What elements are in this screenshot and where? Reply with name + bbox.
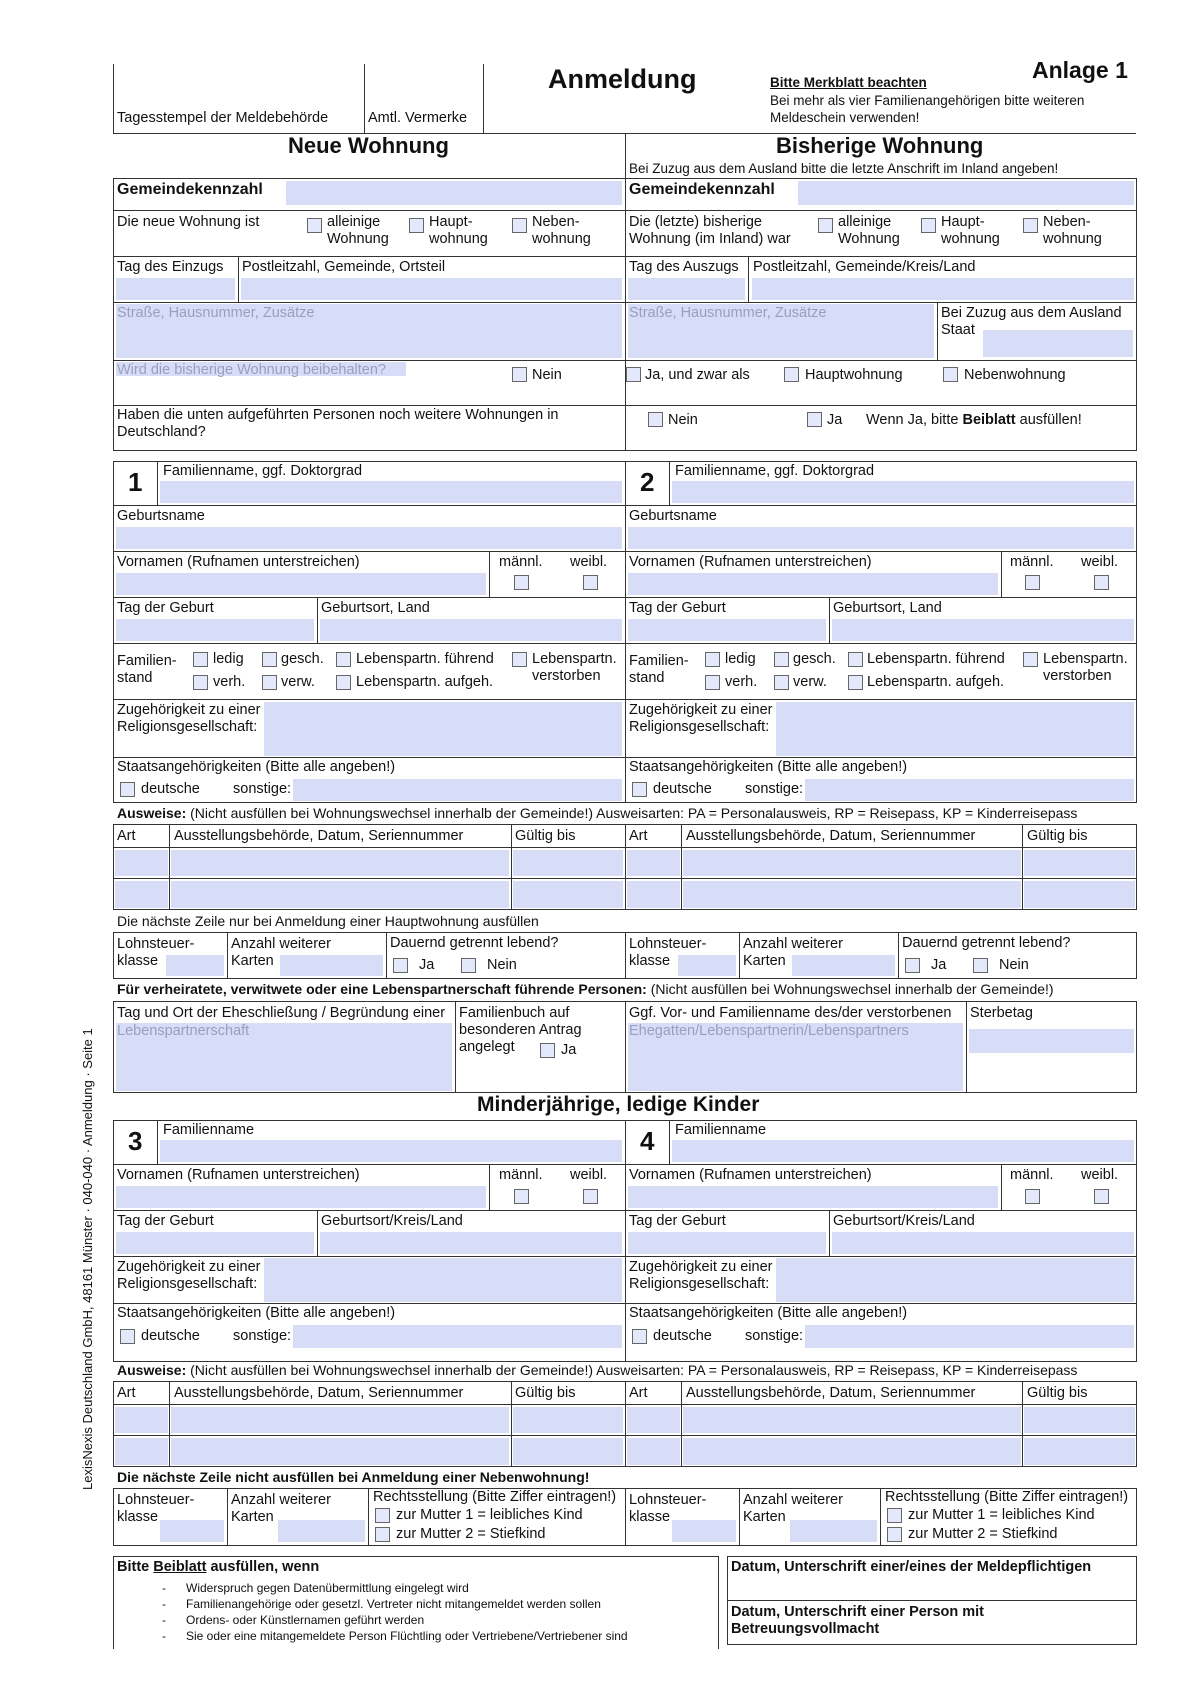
- n4-mutter1-label: zur Mutter 1 = leibliches Kind: [908, 1507, 1095, 1523]
- person-2-number: 2: [640, 467, 655, 497]
- h2-nein-label: Nein: [999, 957, 1029, 973]
- p1-verh-checkbox[interactable]: [193, 675, 208, 690]
- familienbuch-ja-checkbox[interactable]: [540, 1043, 555, 1058]
- p2-lp-fuehrend-checkbox[interactable]: [848, 652, 863, 667]
- p2-lp-verst-checkbox[interactable]: [1023, 652, 1038, 667]
- n3-mutter2-checkbox[interactable]: [375, 1527, 390, 1542]
- eheschliessung-label: Tag und Ort der Eheschließung / Begründung einer: [117, 1005, 446, 1021]
- h1-ja-label: Ja: [419, 957, 435, 973]
- new-gemeinde-label: Gemeindekennzahl: [117, 181, 263, 198]
- a2-art-input-2[interactable]: [627, 881, 680, 908]
- beibehalten-label: Wird die bisherige Wohnung beibehalten?: [117, 362, 386, 378]
- familienbuch-label: Familienbuch auf besonderen Antrag angelegt: [459, 1005, 582, 1055]
- p2-weibl-label: weibl.: [1081, 554, 1119, 570]
- h1-lohnsteuer-label: Lohnsteuer- klasse: [117, 936, 195, 969]
- person-3-number: 3: [128, 1126, 143, 1156]
- p1-geburtsort-label: Geburtsort, Land: [321, 600, 430, 616]
- a1-gueltig-input-2[interactable]: [513, 881, 623, 908]
- a1-art-header: Art: [117, 828, 136, 844]
- old-war-label: Die (letzte) bisherige Wohnung (im Inland) war: [629, 214, 791, 247]
- p1-lp-fuehrend-label: Lebenspartn. führend: [356, 651, 494, 667]
- h2-karten-input[interactable]: [792, 955, 895, 976]
- n4-karten-label: Anzahl weiterer Karten: [743, 1492, 843, 1525]
- p2-geburt-label: Tag der Geburt: [629, 600, 726, 616]
- old-haupt-label: Haupt- wohnung: [941, 214, 1000, 247]
- p1-ledig-checkbox[interactable]: [193, 652, 208, 667]
- a2-behoerde-input-2[interactable]: [683, 881, 1021, 908]
- p1-lp-aufgeh-checkbox[interactable]: [336, 675, 351, 690]
- p1-ledig-label: ledig: [213, 651, 244, 667]
- old-flat-title: Bisherige Wohnung: [776, 133, 984, 158]
- p2-deutsche-checkbox[interactable]: [632, 782, 647, 797]
- p4-sonstige-label: sonstige:: [745, 1328, 804, 1344]
- beiblatt-item: - Sie oder eine mitangemeldete Person Flüchtling oder Vertriebene/Vertriebener sind: [162, 1628, 712, 1644]
- n3-karten-input[interactable]: [278, 1520, 365, 1542]
- a1-gueltig-header: Gültig bis: [515, 828, 576, 844]
- familienbuch-ja-label: Ja: [561, 1042, 577, 1058]
- a1-behoerde-input-2[interactable]: [171, 881, 509, 908]
- p3-vornamen-input[interactable]: [116, 1186, 486, 1208]
- new-gemeinde-input[interactable]: [286, 181, 622, 205]
- n3-mutter2-label: zur Mutter 2 = Stiefkind: [396, 1526, 546, 1542]
- p1-weibl-checkbox[interactable]: [583, 575, 598, 590]
- p2-ledig-label: ledig: [725, 651, 756, 667]
- p1-sonstige-input[interactable]: [293, 779, 622, 801]
- verstorben-label-2: Ehegatten/Lebenspartnerin/Lebenspartners: [629, 1023, 909, 1039]
- beibehalten-neben-checkbox[interactable]: [943, 367, 958, 382]
- h1-lohnsteuer-input[interactable]: [166, 955, 224, 976]
- a1-art-input-2[interactable]: [115, 881, 168, 908]
- p2-maennl-label: männl.: [1010, 554, 1054, 570]
- n3-karten-label: Anzahl weiterer Karten: [231, 1492, 331, 1525]
- a2-behoerde-header: Ausstellungsbehörde, Datum, Seriennummer: [686, 828, 976, 844]
- p3-religion-label: Zugehörigkeit zu einer Religionsgesellschaft:: [117, 1259, 261, 1292]
- p1-maennl-checkbox[interactable]: [514, 575, 529, 590]
- a1-art-input-1[interactable]: [115, 850, 168, 876]
- a2-gueltig-input-1[interactable]: [1024, 850, 1135, 876]
- sterbetag-input[interactable]: [969, 1029, 1134, 1053]
- p2-familienname-input[interactable]: [672, 481, 1134, 503]
- beiblatt-item: - Widerspruch gegen Datenübermittlung eingelegt wird: [162, 1580, 712, 1596]
- p2-vornamen-input[interactable]: [628, 573, 998, 595]
- h1-nein-checkbox[interactable]: [461, 958, 476, 973]
- person-4-number: 4: [640, 1126, 655, 1156]
- signature-1-label: Datum, Unterschrift einer/eines der Meldepflichtigen: [731, 1559, 1092, 1575]
- a4-art-header: Art: [629, 1385, 648, 1401]
- a4-gueltig-input-1[interactable]: [1024, 1407, 1135, 1433]
- p2-lp-aufgeh-checkbox[interactable]: [848, 675, 863, 690]
- p2-verw-label: verw.: [793, 674, 827, 690]
- new-haupt-label: Haupt- wohnung: [429, 214, 488, 247]
- h2-karten-label: Anzahl weiterer Karten: [743, 936, 843, 969]
- p3-familienname-input[interactable]: [160, 1140, 622, 1162]
- p1-staats-label: Staatsangehörigkeiten (Bitte alle angeben!): [117, 759, 396, 775]
- p3-deutsche-label: deutsche: [141, 1328, 200, 1344]
- n4-mutter2-checkbox[interactable]: [887, 1527, 902, 1542]
- p1-maennl-label: männl.: [499, 554, 543, 570]
- p2-geburt-input[interactable]: [628, 619, 826, 641]
- p2-sonstige-input[interactable]: [805, 779, 1134, 801]
- n3-mutter1-label: zur Mutter 1 = leibliches Kind: [396, 1507, 583, 1523]
- p2-geburtsort-input[interactable]: [832, 619, 1134, 641]
- stamp-label: Tagesstempel der Meldebehörde: [117, 110, 329, 126]
- old-neben-checkbox[interactable]: [1023, 218, 1038, 233]
- beiblatt-heading: Bitte Beiblatt ausfüllen, wenn: [117, 1559, 320, 1575]
- p2-lp-aufgeh-label: Lebenspartn. aufgeh.: [867, 674, 1005, 690]
- a2-behoerde-input-1[interactable]: [683, 850, 1021, 876]
- ausland-staat-input[interactable]: [983, 330, 1133, 357]
- a2-gueltig-header: Gültig bis: [1027, 828, 1088, 844]
- p4-vornamen-label: Vornamen (Rufnamen unterstreichen): [629, 1167, 872, 1183]
- new-neben-label: Neben- wohnung: [532, 214, 591, 247]
- p2-weibl-checkbox[interactable]: [1094, 575, 1109, 590]
- kids-title: Minderjährige, ledige Kinder: [477, 1093, 760, 1116]
- beibehalten-haupt-checkbox[interactable]: [784, 367, 799, 382]
- p2-religion-label: Zugehörigkeit zu einer Religionsgesellschaft:: [629, 702, 773, 735]
- p1-verh-label: verh.: [213, 674, 246, 690]
- a1-behoerde-header: Ausstellungsbehörde, Datum, Seriennummer: [174, 828, 464, 844]
- p3-weibl-label: weibl.: [570, 1167, 608, 1183]
- p1-gesch-checkbox[interactable]: [262, 652, 277, 667]
- new-flat-title: Neue Wohnung: [288, 133, 449, 158]
- p2-geburtsort-label: Geburtsort, Land: [833, 600, 942, 616]
- p2-geburtsname-input[interactable]: [628, 527, 1134, 549]
- p1-familienstand-label: Familien- stand: [117, 653, 177, 686]
- amtl-label: Amtl. Vermerke: [368, 110, 468, 126]
- a4-gueltig-input-2[interactable]: [1024, 1438, 1135, 1465]
- n4-recht-label: Rechtsstellung (Bitte Ziffer eintragen!): [885, 1489, 1129, 1505]
- p2-geburtsname-label: Geburtsname: [629, 508, 717, 524]
- neben-row-note: Die nächste Zeile nicht ausfüllen bei Anmeldung einer Nebenwohnung!: [117, 1469, 590, 1485]
- verstorben-label: Ggf. Vor- und Familienname des/der verstorbenen: [629, 1005, 952, 1021]
- p1-lp-aufgeh-label: Lebenspartn. aufgeh.: [356, 674, 494, 690]
- a3-gueltig-header: Gültig bis: [515, 1385, 576, 1401]
- p2-staats-label: Staatsangehörigkeiten (Bitte alle angeben!): [629, 759, 908, 775]
- p4-weibl-checkbox[interactable]: [1094, 1189, 1109, 1204]
- p1-vornamen-input[interactable]: [116, 573, 486, 595]
- p1-weibl-label: weibl.: [570, 554, 608, 570]
- new-plz-input[interactable]: [241, 278, 622, 300]
- beiblatt-item: - Ordens- oder Künstlernamen geführt werden: [162, 1612, 712, 1628]
- p3-sonstige-input[interactable]: [293, 1325, 622, 1348]
- a3-behoerde-input-1[interactable]: [171, 1407, 509, 1433]
- a4-behoerde-header: Ausstellungsbehörde, Datum, Seriennummer: [686, 1385, 976, 1401]
- p4-maennl-checkbox[interactable]: [1025, 1189, 1040, 1204]
- ausland-label: Bei Zuzug aus dem Ausland Staat: [941, 305, 1122, 338]
- weitere-nein-checkbox[interactable]: [648, 412, 663, 427]
- n3-recht-label: Rechtsstellung (Bitte Ziffer eintragen!): [373, 1489, 617, 1505]
- p3-geburt-label: Tag der Geburt: [117, 1213, 214, 1229]
- n4-mutter2-label: zur Mutter 2 = Stiefkind: [908, 1526, 1058, 1542]
- weitere-hint: Wenn Ja, bitte Beiblatt ausfüllen!: [866, 412, 1082, 428]
- h1-karten-input[interactable]: [280, 955, 383, 976]
- p1-religion-input[interactable]: [264, 702, 622, 756]
- p2-deutsche-label: deutsche: [653, 781, 712, 797]
- einzug-label: Tag des Einzugs: [117, 259, 224, 275]
- old-alleinige-checkbox[interactable]: [818, 218, 833, 233]
- p1-gesch-label: gesch.: [281, 651, 324, 667]
- p4-weibl-label: weibl.: [1081, 1167, 1119, 1183]
- n4-lohnsteuer-label: Lohnsteuer- klasse: [629, 1492, 707, 1525]
- p4-geburtsort-label: Geburtsort/Kreis/Land: [833, 1213, 975, 1229]
- beibehalten-haupt-label: Hauptwohnung: [805, 367, 903, 383]
- n4-karten-input[interactable]: [790, 1520, 877, 1542]
- n3-mutter1-checkbox[interactable]: [375, 1508, 390, 1523]
- new-strasse-placeholder: Straße, Hausnummer, Zusätze: [117, 305, 315, 321]
- p2-religion-input[interactable]: [776, 702, 1134, 756]
- h1-ja-checkbox[interactable]: [393, 958, 408, 973]
- p4-familienname-label: Familienname: [675, 1122, 767, 1138]
- a2-gueltig-input-2[interactable]: [1024, 881, 1135, 908]
- a4-gueltig-header: Gültig bis: [1027, 1385, 1088, 1401]
- p4-geburt-input[interactable]: [628, 1232, 826, 1254]
- p2-gesch-checkbox[interactable]: [774, 652, 789, 667]
- merkblatt-link[interactable]: Bitte Merkblatt beachten: [770, 75, 927, 90]
- n3-lohnsteuer-input[interactable]: [160, 1520, 224, 1542]
- p2-lp-verst-label: Lebenspartn. verstorben: [1043, 651, 1128, 684]
- p1-deutsche-label: deutsche: [141, 781, 200, 797]
- new-alleinige-checkbox[interactable]: [307, 218, 322, 233]
- old-strasse-placeholder: Straße, Hausnummer, Zusätze: [629, 305, 827, 321]
- signature-2-label: Datum, Unterschrift einer Person mit Betreuungsvollmacht: [731, 1604, 984, 1637]
- p3-maennl-checkbox[interactable]: [514, 1189, 529, 1204]
- h1-nein-label: Nein: [487, 957, 517, 973]
- p4-familienname-input[interactable]: [672, 1140, 1134, 1162]
- auszug-input[interactable]: [628, 278, 745, 300]
- p2-maennl-checkbox[interactable]: [1025, 575, 1040, 590]
- beibehalten-nein-checkbox[interactable]: [512, 367, 527, 382]
- a3-art-input-1[interactable]: [115, 1407, 168, 1433]
- ausweise-2-note: Ausweise: (Nicht ausfüllen bei Wohnungswechsel innerhalb der Gemeinde!) Ausweisarten: PA = Personalausweis, RP = Reisepass, KP = Kinderreisepass: [117, 1362, 1078, 1378]
- beibehalten-neben-label: Nebenwohnung: [964, 367, 1066, 383]
- weitere-ja-label: Ja: [827, 412, 843, 428]
- p1-familienname-label: Familienname, ggf. Doktorgrad: [163, 463, 363, 479]
- p3-weibl-checkbox[interactable]: [583, 1189, 598, 1204]
- einzug-input[interactable]: [116, 278, 235, 300]
- anlage-label: Anlage 1: [1032, 57, 1128, 83]
- weitere-question: Haben die unten aufgeführten Personen noch weitere Wohnungen in Deutschland?: [117, 407, 559, 440]
- p3-deutsche-checkbox[interactable]: [120, 1329, 135, 1344]
- p1-geburtsort-input[interactable]: [320, 619, 622, 641]
- a1-behoerde-input-1[interactable]: [171, 850, 509, 876]
- p3-sonstige-label: sonstige:: [233, 1328, 292, 1344]
- a3-art-input-2[interactable]: [115, 1438, 168, 1465]
- p1-religion-label: Zugehörigkeit zu einer Religionsgesellschaft:: [117, 702, 261, 735]
- old-haupt-checkbox[interactable]: [921, 218, 936, 233]
- p1-lp-fuehrend-checkbox[interactable]: [336, 652, 351, 667]
- a3-gueltig-input-2[interactable]: [513, 1438, 623, 1465]
- sterbetag-label: Sterbetag: [970, 1005, 1033, 1021]
- h2-nein-checkbox[interactable]: [973, 958, 988, 973]
- n4-mutter1-checkbox[interactable]: [887, 1508, 902, 1523]
- p2-familienstand-label: Familien- stand: [629, 653, 689, 686]
- p3-vornamen-label: Vornamen (Rufnamen unterstreichen): [117, 1167, 360, 1183]
- n3-lohnsteuer-label: Lohnsteuer- klasse: [117, 1492, 195, 1525]
- h2-ja-label: Ja: [931, 957, 947, 973]
- p1-geburt-input[interactable]: [116, 619, 314, 641]
- old-neben-label: Neben- wohnung: [1043, 214, 1102, 247]
- p4-maennl-label: männl.: [1010, 1167, 1054, 1183]
- old-alleinige-label: alleinige Wohnung: [838, 214, 900, 247]
- new-neben-checkbox[interactable]: [512, 218, 527, 233]
- h2-getrennt-label: Dauernd getrennt lebend?: [902, 935, 1071, 951]
- signature-1-field[interactable]: [728, 1578, 1136, 1599]
- p3-geburt-input[interactable]: [116, 1232, 314, 1254]
- p1-lp-verst-checkbox[interactable]: [512, 652, 527, 667]
- p2-verh-label: verh.: [725, 674, 758, 690]
- new-haupt-checkbox[interactable]: [409, 218, 424, 233]
- h2-lohnsteuer-label: Lohnsteuer- klasse: [629, 936, 707, 969]
- beibehalten-ja-checkbox[interactable]: [626, 367, 641, 382]
- a3-behoerde-header: Ausstellungsbehörde, Datum, Seriennummer: [174, 1385, 464, 1401]
- beiblatt-list: [162, 1580, 712, 1644]
- p1-geburt-label: Tag der Geburt: [117, 600, 214, 616]
- p1-verw-checkbox[interactable]: [262, 675, 277, 690]
- p3-familienname-label: Familienname: [163, 1122, 255, 1138]
- p3-geburtsort-label: Geburtsort/Kreis/Land: [321, 1213, 463, 1229]
- p1-sonstige-label: sonstige:: [233, 781, 292, 797]
- p2-lp-fuehrend-label: Lebenspartn. führend: [867, 651, 1005, 667]
- a3-gueltig-input-1[interactable]: [513, 1407, 623, 1433]
- p4-religion-label: Zugehörigkeit zu einer Religionsgesellschaft:: [629, 1259, 773, 1292]
- p1-familienname-input[interactable]: [160, 481, 622, 503]
- auszug-label: Tag des Auszugs: [629, 259, 739, 275]
- p2-verh-checkbox[interactable]: [705, 675, 720, 690]
- merkblatt-note: Bei mehr als vier Familienangehörigen bitte weiteren Meldeschein verwenden!: [770, 93, 1085, 125]
- p3-religion-input[interactable]: [264, 1258, 622, 1302]
- p2-verw-checkbox[interactable]: [774, 675, 789, 690]
- p4-deutsche-checkbox[interactable]: [632, 1329, 647, 1344]
- old-flat-note: Bei Zuzug aus dem Ausland bitte die letzte Anschrift im Inland angeben!: [629, 161, 1059, 176]
- p1-geburtsname-input[interactable]: [116, 527, 622, 549]
- eheschliessung-label-2: Lebenspartnerschaft: [117, 1023, 250, 1039]
- side-imprint: LexisNexis Deutschland GmbH, 48161 Münster · 040-040 · Anmeldung · Seite 1: [80, 1028, 95, 1490]
- h1-getrennt-label: Dauernd getrennt lebend?: [390, 935, 559, 951]
- a2-art-input-1[interactable]: [627, 850, 680, 876]
- p1-vornamen-label: Vornamen (Rufnamen unterstreichen): [117, 554, 360, 570]
- weitere-nein-label: Nein: [668, 412, 698, 428]
- ausweise-1-note: Ausweise: (Nicht ausfüllen bei Wohnungswechsel innerhalb der Gemeinde!) Ausweisarten: PA = Personalausweis, RP = Reisepass, KP = Kinderreisepass: [117, 805, 1078, 821]
- h2-ja-checkbox[interactable]: [905, 958, 920, 973]
- h2-lohnsteuer-input[interactable]: [678, 955, 736, 976]
- weitere-ja-checkbox[interactable]: [807, 412, 822, 427]
- new-alleinige-label: alleinige Wohnung: [327, 214, 389, 247]
- p4-geburtsort-input[interactable]: [832, 1232, 1134, 1254]
- p4-deutsche-label: deutsche: [653, 1328, 712, 1344]
- p1-lp-verst-label: Lebenspartn. verstorben: [532, 651, 617, 684]
- married-note: Für verheiratete, verwitwete oder eine Lebenspartnerschaft führende Personen: (Nicht ausfüllen bei Wohnungswechsel innerhalb der Gemeinde!): [117, 981, 1054, 997]
- p2-ledig-checkbox[interactable]: [705, 652, 720, 667]
- p4-staats-label: Staatsangehörigkeiten (Bitte alle angeben!): [629, 1305, 908, 1321]
- old-gemeinde-input[interactable]: [798, 181, 1134, 205]
- a4-behoerde-input-2[interactable]: [683, 1438, 1021, 1465]
- old-gemeinde-label: Gemeindekennzahl: [629, 181, 775, 198]
- h1-karten-label: Anzahl weiterer Karten: [231, 936, 331, 969]
- p4-vornamen-input[interactable]: [628, 1186, 998, 1208]
- p1-geburtsname-label: Geburtsname: [117, 508, 205, 524]
- page-title: Anmeldung: [548, 64, 697, 94]
- a3-art-header: Art: [117, 1385, 136, 1401]
- p2-sonstige-label: sonstige:: [745, 781, 804, 797]
- p4-geburt-label: Tag der Geburt: [629, 1213, 726, 1229]
- p1-deutsche-checkbox[interactable]: [120, 782, 135, 797]
- p3-geburtsort-input[interactable]: [320, 1232, 622, 1254]
- a3-behoerde-input-2[interactable]: [171, 1438, 509, 1465]
- a4-art-input-2[interactable]: [627, 1438, 680, 1465]
- p2-vornamen-label: Vornamen (Rufnamen unterstreichen): [629, 554, 872, 570]
- old-plz-input[interactable]: [752, 278, 1134, 300]
- haupt-row-note: Die nächste Zeile nur bei Anmeldung einer Hauptwohnung ausfüllen: [117, 913, 539, 929]
- a4-behoerde-input-1[interactable]: [683, 1407, 1021, 1433]
- new-plz-label: Postleitzahl, Gemeinde, Ortsteil: [242, 259, 446, 275]
- person-1-number: 1: [128, 467, 143, 497]
- old-plz-label: Postleitzahl, Gemeinde/Kreis/Land: [753, 259, 976, 275]
- p3-maennl-label: männl.: [499, 1167, 543, 1183]
- a4-art-input-1[interactable]: [627, 1407, 680, 1433]
- beibehalten-ja-label: Ja, und zwar als: [645, 367, 750, 383]
- p2-familienname-label: Familienname, ggf. Doktorgrad: [675, 463, 875, 479]
- beiblatt-item: - Familienangehörige oder gesetzl. Vertreter nicht mitangemeldet werden sollen: [162, 1596, 712, 1612]
- p3-staats-label: Staatsangehörigkeiten (Bitte alle angeben!): [117, 1305, 396, 1321]
- p1-verw-label: verw.: [281, 674, 315, 690]
- p4-religion-input[interactable]: [776, 1258, 1134, 1302]
- n4-lohnsteuer-input[interactable]: [672, 1520, 736, 1542]
- a1-gueltig-input-1[interactable]: [513, 850, 623, 876]
- beibehalten-nein-label: Nein: [532, 367, 562, 383]
- p4-sonstige-input[interactable]: [805, 1325, 1134, 1348]
- a2-art-header: Art: [629, 828, 648, 844]
- p2-gesch-label: gesch.: [793, 651, 836, 667]
- new-ist-label: Die neue Wohnung ist: [117, 214, 260, 230]
- beiblatt-link[interactable]: Beiblatt: [153, 1559, 207, 1575]
